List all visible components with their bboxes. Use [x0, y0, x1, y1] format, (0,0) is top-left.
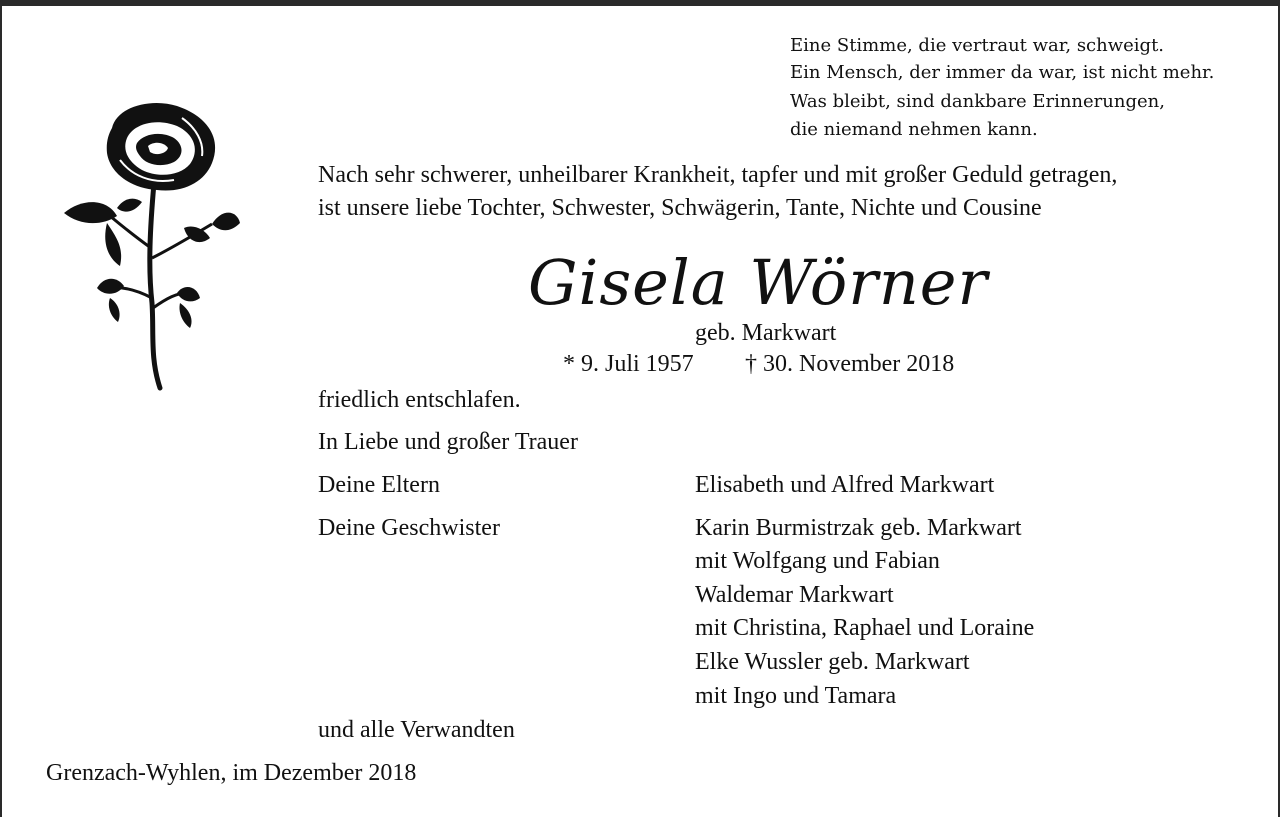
maiden-name: geb. Markwart — [695, 320, 837, 346]
passed-text: friedlich entschlafen. — [318, 387, 521, 413]
siblings-label: Deine Geschwister — [318, 515, 500, 541]
sibling-line: mit Wolfgang und Fabian — [695, 548, 940, 574]
place-date: Grenzach-Wyhlen, im Dezember 2018 — [46, 760, 417, 786]
intro-line: ist unsere liebe Tochter, Schwester, Schwägerin, Tante, Nichte und Cousine — [318, 195, 1042, 221]
poem-line: Eine Stimme, die vertraut war, schweigt. — [790, 35, 1165, 56]
poem-line: Was bleibt, sind dankbare Erinnerungen, — [790, 91, 1165, 112]
intro-line: Nach sehr schwerer, unheilbarer Krankheit, tapfer und mit großer Geduld getragen, — [318, 162, 1118, 188]
sibling-line: Elke Wussler geb. Markwart — [695, 649, 970, 675]
death-date: † 30. November 2018 — [745, 351, 955, 377]
poem-line: die niemand nehmen kann. — [790, 119, 1038, 140]
sibling-line: mit Christina, Raphael und Loraine — [695, 615, 1035, 641]
parents-label: Deine Eltern — [318, 472, 440, 498]
rose-icon — [62, 98, 242, 393]
relatives-text: und alle Verwandten — [318, 717, 515, 743]
sibling-line: Waldemar Markwart — [695, 582, 894, 608]
sibling-line: mit Ingo und Tamara — [695, 683, 897, 709]
mourning-text: In Liebe und großer Trauer — [318, 429, 578, 455]
sibling-line: Karin Burmistrzak geb. Markwart — [695, 515, 1022, 541]
parents-names: Elisabeth und Alfred Markwart — [695, 472, 995, 498]
birth-date: * 9. Juli 1957 — [563, 351, 694, 377]
poem-line: Ein Mensch, der immer da war, ist nicht mehr. — [790, 62, 1215, 83]
deceased-name: Gisela Wörner — [528, 246, 989, 319]
